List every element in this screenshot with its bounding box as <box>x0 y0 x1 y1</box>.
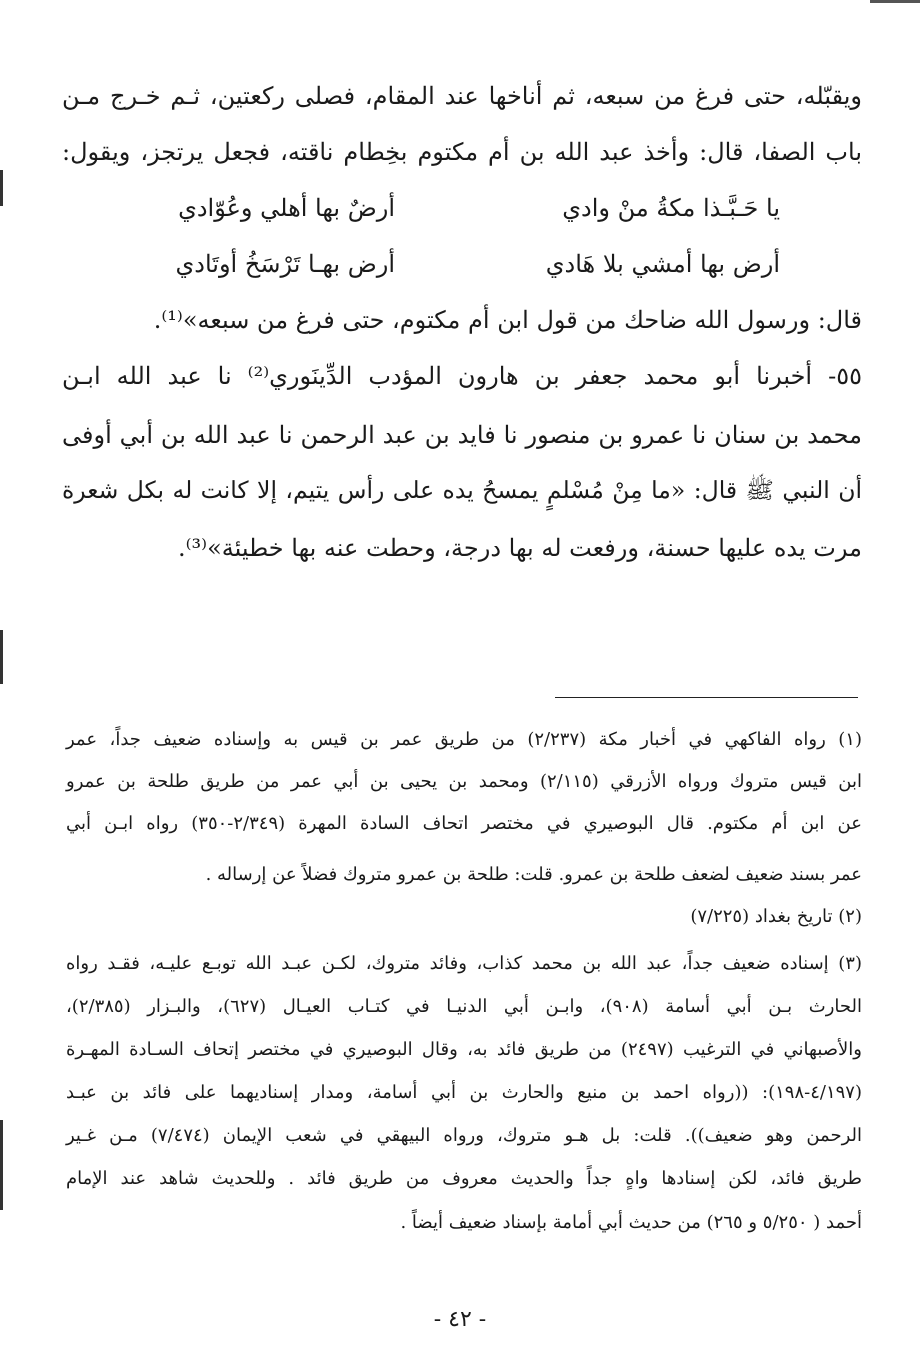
scan-edge-mark <box>0 630 3 684</box>
footnote-3-line: أحمد ( ٥/٢٥٠ و ٢٦٥) من حديث أبي أمامة بإسناد ضعيف أيضاً . <box>400 1212 862 1233</box>
scan-edge-mark <box>0 1120 3 1210</box>
verse-second-hemistich: أرضٌ بها أهلي وعُوّادي <box>178 194 395 222</box>
body-line: ويقبّله، حتى فرغ من سبعه، ثم أناخها عند المقام، فصلى ركعتين، ثـم خـرج مـن <box>62 82 862 110</box>
footnote-3-line: طريق فائد، لكن إسنادها واهٍ جداً والحديث معروف من طريق فائد . وللحديث شاهد عند الإمام <box>66 1168 862 1189</box>
verse-first-hemistich: يا حَـبَّـذا مكةُ منْ وادي <box>562 194 780 222</box>
footnote-1-line: (١) رواه الفاكهي في أخبار مكة (٢/٢٣٧) من طريق عمر بن قيس به وإسناده ضعيف جداً، عمر <box>66 729 862 750</box>
footnote-separator <box>555 697 858 698</box>
hadith-line: مرت يده عليها حسنة، ورفعت له بها درجة، وحطت عنه بها خطيئة»⁽³⁾. <box>178 534 862 562</box>
footnote-2: (٢) تاريخ بغداد (٧/٢٢٥) <box>690 906 862 927</box>
footnote-1-line: عمر بسند ضعيف لضعف طلحة بن عمرو. قلت: طلحة بن عمرو متروك فضلاً عن إرساله . <box>205 864 862 885</box>
footnote-3-line: (٤/١٩٧-١٩٨): ((رواه احمد بن منيع والحارث بن أبي أسامة، ومدار إسناديهما على فائد بن عبـد <box>66 1082 862 1103</box>
footnote-3-line: (٣) إسناده ضعيف جداً، عبد الله بن محمد كذاب، وفائد متروك، لكـن عبـد الله توبـع عليـه، فقـد رواه <box>66 953 862 974</box>
footnote-3-line: والأصبهاني في الترغيب (٢٤٩٧) من طريق فائد به، وقال البوصيري في مختصر إتحاف السـادة المهـرة <box>66 1039 862 1060</box>
hadith-line: أن النبي ﷺ قال: «ما مِنْ مُسْلمٍ يمسحُ يده على رأس يتيم، إلا كانت له بكل شعرة <box>62 476 862 504</box>
footnote-3-line: الحارث بـن أبي أسامة (٩٠٨)، وابـن أبي الدنيـا في كتـاب العيـال (٦٢٧)، والبـزار (٢/٣٨٥)، <box>66 996 862 1017</box>
hadith-line: محمد بن سنان نا عمرو بن منصور نا فايد بن عبد الرحمن نا عبد الله بن أبي أوفى <box>62 421 862 449</box>
verse-first-hemistich: أرض بها أمشي بلا هَادي <box>545 250 780 278</box>
footnote-3-line: الرحمن وهو ضعيف)). قلت: بل هـو متروك، ورواه البيهقي في شعب الإيمان (٧/٤٧٤) مـن غـير <box>66 1125 862 1146</box>
verse-second-hemistich: أرض بهـا تَرْسَخُ أوتَادي <box>175 250 395 278</box>
hadith-line: ٥٥- أخبرنا أبو محمد جعفر بن هارون المؤدب الدِّينَوري⁽²⁾ نا عبد الله ابـن <box>62 362 862 390</box>
footnote-1-line: عن ابن أم مكتوم. قال البوصيري في مختصر اتحاف السادة المهرة (٢/٣٤٩-٣٥٠) رواه ابـن أبي <box>66 813 862 834</box>
body-line: قال: ورسول الله ضاحك من قول ابن أم مكتوم، حتى فرغ من سبعه»⁽¹⁾. <box>153 306 862 334</box>
body-line: باب الصفا، قال: وأخذ عبد الله بن أم مكتوم بخِطام ناقته، فجعل يرتجز، ويقول: <box>62 138 862 166</box>
scan-edge-mark <box>0 170 3 206</box>
scan-edge-mark <box>870 0 920 3</box>
footnote-1-line: ابن قيس متروك ورواه الأزرقي (٢/١١٥) ومحمد بن يحيى بن أبي عمر من طريق طلحة بن عمرو <box>66 771 862 792</box>
page-number: - ٤٢ - <box>433 1307 487 1332</box>
